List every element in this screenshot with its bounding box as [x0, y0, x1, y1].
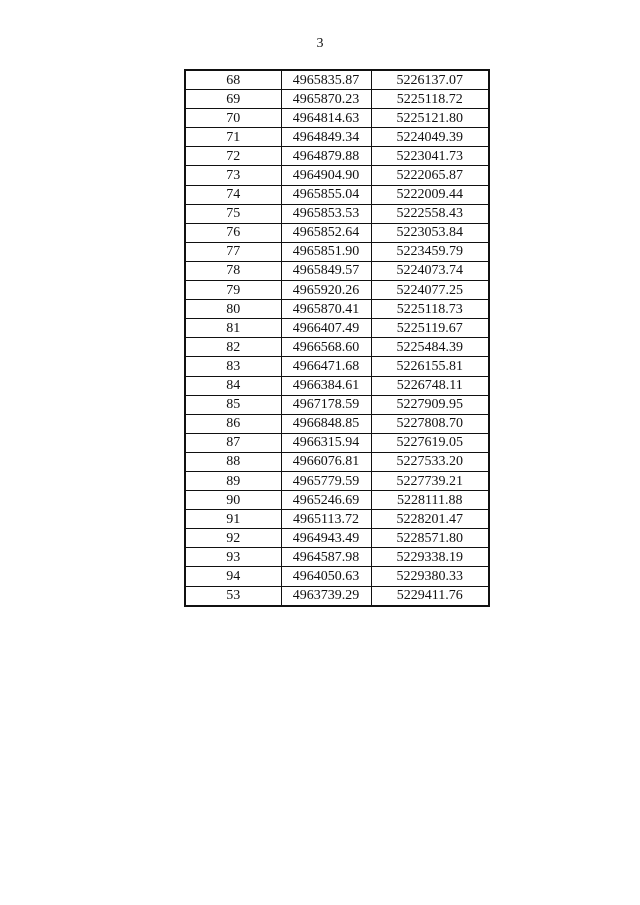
coordinates-table-body	[185, 70, 489, 606]
x-coordinate-cell: 4964050.63	[281, 567, 371, 586]
x-coordinate-cell: 4965779.59	[281, 471, 371, 490]
table-row	[185, 300, 489, 319]
table-row	[185, 548, 489, 567]
table-row	[185, 491, 489, 510]
table-row	[185, 357, 489, 376]
coordinates-table	[184, 69, 490, 607]
table-row	[185, 510, 489, 529]
x-coordinate-cell: 4964814.63	[281, 109, 371, 128]
table-row	[185, 338, 489, 357]
y-coordinate-cell: 5226137.07	[371, 70, 489, 90]
table-row	[185, 452, 489, 471]
y-coordinate-cell: 5229338.19	[371, 548, 489, 567]
x-coordinate-cell: 4964587.98	[281, 548, 371, 567]
x-coordinate-cell: 4964849.34	[281, 128, 371, 147]
x-coordinate-cell: 4966076.81	[281, 452, 371, 471]
x-coordinate-cell: 4966315.94	[281, 433, 371, 452]
point-number-cell: 53	[185, 586, 281, 606]
y-coordinate-cell: 5222065.87	[371, 166, 489, 185]
point-number-cell: 89	[185, 471, 281, 490]
y-coordinate-cell: 5227739.21	[371, 471, 489, 490]
table-row	[185, 223, 489, 242]
table-row	[185, 471, 489, 490]
table-row	[185, 128, 489, 147]
table-row	[185, 414, 489, 433]
page-number: 3	[316, 36, 324, 51]
y-coordinate-cell: 5226155.81	[371, 357, 489, 376]
y-coordinate-cell: 5222558.43	[371, 204, 489, 223]
x-coordinate-cell: 4964879.88	[281, 147, 371, 166]
point-number-cell: 78	[185, 261, 281, 280]
point-number-cell: 75	[185, 204, 281, 223]
point-number-cell: 72	[185, 147, 281, 166]
x-coordinate-cell: 4967178.59	[281, 395, 371, 414]
table-row	[185, 204, 489, 223]
y-coordinate-cell: 5229411.76	[371, 586, 489, 606]
y-coordinate-cell: 5225121.80	[371, 109, 489, 128]
x-coordinate-cell: 4966471.68	[281, 357, 371, 376]
point-number-cell: 82	[185, 338, 281, 357]
table-row	[185, 242, 489, 261]
y-coordinate-cell: 5225484.39	[371, 338, 489, 357]
y-coordinate-cell: 5228571.80	[371, 529, 489, 548]
y-coordinate-cell: 5228111.88	[371, 491, 489, 510]
point-number-cell: 69	[185, 90, 281, 109]
y-coordinate-cell: 5227619.05	[371, 433, 489, 452]
table-row	[185, 166, 489, 185]
table-row	[185, 261, 489, 280]
x-coordinate-cell: 4966848.85	[281, 414, 371, 433]
x-coordinate-cell: 4966407.49	[281, 319, 371, 338]
y-coordinate-cell: 5225118.73	[371, 300, 489, 319]
y-coordinate-cell: 5224049.39	[371, 128, 489, 147]
table-row	[185, 529, 489, 548]
x-coordinate-cell: 4965870.23	[281, 90, 371, 109]
table-row	[185, 433, 489, 452]
x-coordinate-cell: 4965853.53	[281, 204, 371, 223]
point-number-cell: 92	[185, 529, 281, 548]
point-number-cell: 73	[185, 166, 281, 185]
table-row	[185, 90, 489, 109]
x-coordinate-cell: 4965920.26	[281, 281, 371, 300]
y-coordinate-cell: 5227909.95	[371, 395, 489, 414]
point-number-cell: 91	[185, 510, 281, 529]
x-coordinate-cell: 4965852.64	[281, 223, 371, 242]
table-row	[185, 567, 489, 586]
point-number-cell: 88	[185, 452, 281, 471]
point-number-cell: 68	[185, 70, 281, 90]
y-coordinate-cell: 5222009.44	[371, 185, 489, 204]
x-coordinate-cell: 4965849.57	[281, 261, 371, 280]
point-number-cell: 85	[185, 395, 281, 414]
table-row	[185, 281, 489, 300]
y-coordinate-cell: 5223053.84	[371, 223, 489, 242]
y-coordinate-cell: 5224073.74	[371, 261, 489, 280]
point-number-cell: 77	[185, 242, 281, 261]
x-coordinate-cell: 4963739.29	[281, 586, 371, 606]
y-coordinate-cell: 5229380.33	[371, 567, 489, 586]
point-number-cell: 74	[185, 185, 281, 204]
x-coordinate-cell: 4965855.04	[281, 185, 371, 204]
x-coordinate-cell: 4965835.87	[281, 70, 371, 90]
table-row	[185, 319, 489, 338]
y-coordinate-cell: 5227808.70	[371, 414, 489, 433]
x-coordinate-cell: 4965870.41	[281, 300, 371, 319]
x-coordinate-cell: 4965246.69	[281, 491, 371, 510]
y-coordinate-cell: 5223041.73	[371, 147, 489, 166]
point-number-cell: 70	[185, 109, 281, 128]
table-row	[185, 376, 489, 395]
y-coordinate-cell: 5227533.20	[371, 452, 489, 471]
x-coordinate-cell: 4965113.72	[281, 510, 371, 529]
point-number-cell: 94	[185, 567, 281, 586]
point-number-cell: 86	[185, 414, 281, 433]
y-coordinate-cell: 5225118.72	[371, 90, 489, 109]
y-coordinate-cell: 5225119.67	[371, 319, 489, 338]
point-number-cell: 79	[185, 281, 281, 300]
table-row	[185, 395, 489, 414]
point-number-cell: 71	[185, 128, 281, 147]
x-coordinate-cell: 4966384.61	[281, 376, 371, 395]
point-number-cell: 90	[185, 491, 281, 510]
point-number-cell: 80	[185, 300, 281, 319]
y-coordinate-cell: 5223459.79	[371, 242, 489, 261]
x-coordinate-cell: 4965851.90	[281, 242, 371, 261]
point-number-cell: 93	[185, 548, 281, 567]
y-coordinate-cell: 5224077.25	[371, 281, 489, 300]
point-number-cell: 84	[185, 376, 281, 395]
table-row	[185, 70, 489, 90]
point-number-cell: 83	[185, 357, 281, 376]
table-row	[185, 185, 489, 204]
point-number-cell: 87	[185, 433, 281, 452]
x-coordinate-cell: 4964943.49	[281, 529, 371, 548]
table-row	[185, 109, 489, 128]
x-coordinate-cell: 4964904.90	[281, 166, 371, 185]
point-number-cell: 81	[185, 319, 281, 338]
point-number-cell: 76	[185, 223, 281, 242]
y-coordinate-cell: 5228201.47	[371, 510, 489, 529]
y-coordinate-cell: 5226748.11	[371, 376, 489, 395]
table-row	[185, 147, 489, 166]
table-row	[185, 586, 489, 606]
x-coordinate-cell: 4966568.60	[281, 338, 371, 357]
